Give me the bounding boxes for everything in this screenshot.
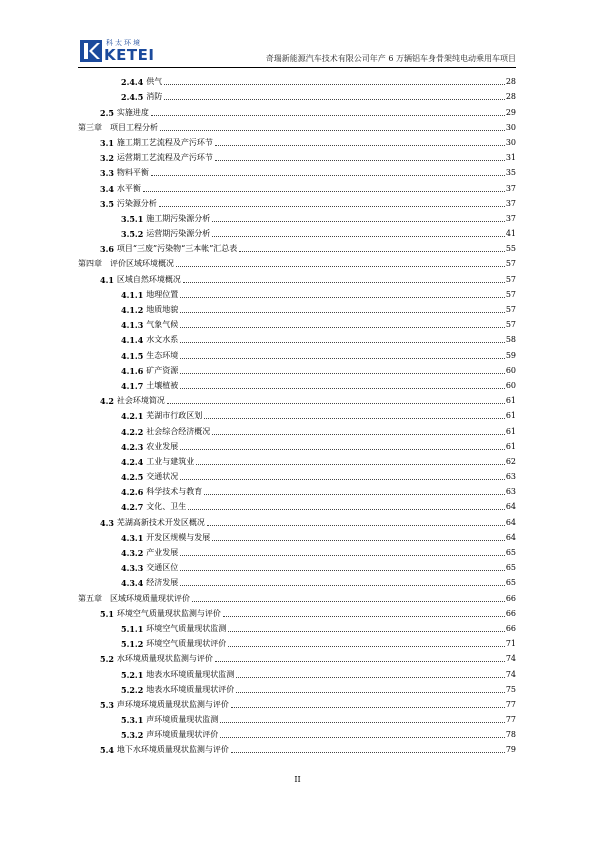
toc-entry[interactable]: [78, 695, 516, 710]
toc-entry-page: 66: [505, 608, 516, 618]
toc-entry-title: 社会环境简况: [116, 396, 165, 406]
toc-entry[interactable]: [78, 178, 516, 193]
toc-entry-page: 64: [505, 517, 516, 527]
toc-entry[interactable]: [78, 482, 516, 497]
toc-entry-title: 施工期工艺流程及产污环节: [116, 137, 213, 147]
toc-entry[interactable]: [78, 497, 516, 512]
toc-entry[interactable]: [78, 634, 516, 649]
toc-entry[interactable]: [78, 148, 516, 163]
toc-entry[interactable]: [78, 558, 516, 573]
toc-entry-title: 地表水环境质量现状评价: [146, 684, 235, 694]
toc-entry-title: 区域环境质量现状评价: [110, 593, 190, 603]
toc-entry-page: 58: [505, 335, 516, 345]
toc-leader-dots: [160, 130, 505, 131]
toc-entry-page: 28: [505, 77, 516, 87]
toc-entry-title: 气象气候: [146, 320, 179, 330]
toc-entry[interactable]: [78, 376, 516, 391]
toc-leader-dots: [212, 434, 505, 435]
toc-entry[interactable]: [78, 330, 516, 345]
toc-entry-title: 土壤植被: [146, 380, 179, 390]
toc-entry-title: 环境空气质量现状评价: [146, 639, 227, 649]
toc-leader-dots: [192, 601, 505, 602]
toc-entry-page: 57: [505, 305, 516, 314]
toc-entry[interactable]: [78, 452, 516, 467]
toc-entry-number: 5.2.2: [121, 684, 144, 695]
toc-entry-title: 社会综合经济概况: [146, 426, 211, 436]
toc-leader-dots: [236, 677, 505, 678]
toc-entry[interactable]: [78, 528, 516, 543]
toc-leader-dots: [151, 115, 505, 116]
toc-entry[interactable]: [78, 133, 516, 148]
toc-entry-title: 实施进度: [116, 107, 149, 117]
toc-entry-page: 37: [505, 183, 516, 193]
toc-entry-page: 62: [505, 456, 516, 466]
toc-entry-number: 4.2.1: [121, 411, 144, 422]
toc-entry-page: 79: [505, 745, 516, 755]
toc-entry-title: 生态环境: [146, 350, 179, 360]
toc-entry[interactable]: [78, 269, 516, 284]
toc-entry[interactable]: [78, 725, 516, 740]
toc-entry-title: 水环境质量现状监测与评价: [116, 654, 213, 664]
document-title: 奇瑞新能源汽车技术有限公司年产 6 万辆铝车身骨架纯电动乘用车项目: [265, 54, 516, 63]
toc-leader-dots: [176, 266, 505, 267]
toc-leader-dots: [196, 464, 505, 465]
logo-english-name: KETEI: [104, 46, 155, 64]
toc-entry[interactable]: [78, 118, 516, 133]
toc-leader-dots: [188, 509, 505, 510]
toc-entry-title: 工业与建筑业: [146, 456, 195, 466]
toc-entry-title: 地下水环境质量现状监测与评价: [116, 745, 229, 755]
toc-leader-dots: [180, 555, 505, 556]
toc-entry-page: 55: [505, 244, 516, 254]
toc-entry-title: 开发区规模与发展: [146, 532, 211, 542]
toc-entry-page: 57: [505, 320, 516, 330]
toc-entry[interactable]: [78, 345, 516, 360]
toc-entry-number: 4.1.3: [121, 320, 144, 331]
toc-entry-page: 31: [505, 153, 516, 163]
toc-entry-title: 消防: [146, 92, 163, 102]
toc-entry-number: 4.2.6: [121, 487, 144, 498]
toc-entry-title: 项目“三废”污染物“三本帐”汇总表: [116, 244, 238, 254]
toc-entry-page: 28: [505, 92, 516, 102]
toc-entry-page: 61: [505, 411, 516, 421]
toc-entry-number: 4.1.1: [121, 289, 144, 300]
toc-leader-dots: [180, 388, 505, 389]
toc-entry-page: 71: [505, 639, 516, 649]
toc-entry-number: 4.3.4: [121, 578, 144, 589]
toc-leader-dots: [215, 661, 505, 662]
toc-entry-title: 文化、卫生: [146, 502, 187, 512]
toc-entry[interactable]: [78, 406, 516, 421]
toc-entry-number: 3.3: [100, 168, 114, 179]
toc-entry-number: 5.4: [100, 745, 114, 756]
toc-entry-number: 4.3.3: [121, 563, 144, 574]
toc-entry[interactable]: [78, 254, 516, 269]
toc-entry-number: 4.3: [100, 517, 114, 528]
company-logo: [80, 38, 190, 64]
ketei-logo-icon: [80, 40, 102, 62]
toc-entry-number: 2.5: [100, 107, 114, 118]
toc-entry[interactable]: [78, 285, 516, 300]
toc-entry-page: 74: [505, 669, 516, 679]
toc-entry[interactable]: [78, 680, 516, 695]
toc-entry[interactable]: [78, 72, 516, 87]
toc-entry-page: 78: [505, 730, 516, 740]
toc-entry-title: 声环境环境质量现状监测与评价: [116, 699, 229, 709]
toc-leader-dots: [143, 191, 505, 192]
toc-leader-dots: [180, 327, 505, 328]
toc-entry-number: 5.1: [100, 608, 114, 619]
toc-leader-dots: [212, 236, 505, 237]
toc-entry-number: 5.3: [100, 699, 114, 710]
toc-entry-number: 2.4.4: [121, 77, 144, 88]
toc-leader-dots: [204, 494, 505, 495]
toc-entry-page: 57: [505, 274, 516, 284]
toc-leader-dots: [164, 99, 505, 100]
toc-leader-dots: [228, 646, 505, 647]
toc-entry[interactable]: [78, 604, 516, 619]
toc-entry[interactable]: [78, 710, 516, 725]
toc-entry-number: 5.2: [100, 654, 114, 665]
toc-entry-page: 75: [505, 684, 516, 694]
toc-entry[interactable]: [78, 740, 516, 755]
toc-leader-dots: [220, 737, 505, 738]
toc-entry-number: 第三章: [78, 122, 102, 132]
toc-leader-dots: [180, 312, 505, 313]
toc-entry-title: 环境空气质量现状监测: [146, 623, 227, 633]
toc-entry-page: 57: [505, 289, 516, 299]
toc-entry-page: 77: [505, 715, 516, 725]
toc-leader-dots: [231, 752, 505, 753]
toc-leader-dots: [180, 570, 505, 571]
table-of-contents: [78, 72, 516, 755]
toc-entry-number: 4.1.7: [121, 380, 144, 391]
toc-entry-page: 29: [505, 107, 516, 117]
toc-entry-number: 4.2: [100, 396, 114, 407]
toc-entry-title: 评价区域环境概况: [110, 259, 174, 269]
toc-entry-title: 环境空气质量现状监测与评价: [116, 608, 221, 618]
toc-entry-title: 芜湖高新技术开发区概况: [116, 517, 205, 527]
toc-entry-title: 产业发展: [146, 548, 179, 557]
toc-entry-page: 60: [505, 365, 516, 375]
toc-entry-number: 3.4: [100, 183, 114, 194]
toc-entry[interactable]: [78, 361, 516, 376]
toc-entry[interactable]: [78, 573, 516, 588]
toc-leader-dots: [180, 373, 505, 374]
toc-entry[interactable]: [78, 300, 516, 315]
toc-entry-page: 74: [505, 654, 516, 664]
toc-entry-number: 4.1.2: [121, 305, 144, 315]
toc-entry[interactable]: [78, 421, 516, 436]
toc-entry[interactable]: [78, 588, 516, 603]
toc-entry[interactable]: [78, 467, 516, 482]
toc-entry[interactable]: [78, 163, 516, 178]
toc-entry[interactable]: [78, 512, 516, 527]
toc-leader-dots: [180, 585, 505, 586]
toc-entry-page: 60: [505, 380, 516, 390]
toc-entry[interactable]: [78, 209, 516, 224]
toc-entry[interactable]: [78, 543, 516, 558]
toc-entry-title: 交通状况: [146, 472, 179, 482]
toc-entry-title: 科学技术与教育: [146, 487, 203, 497]
toc-entry-number: 4.1.4: [121, 335, 144, 346]
toc-entry-title: 声环境质量现状评价: [146, 730, 219, 740]
toc-entry-number: 3.1: [100, 137, 114, 148]
toc-entry[interactable]: [78, 649, 516, 664]
toc-entry-number: 2.4.5: [121, 92, 144, 103]
toc-entry-title: 矿产资源: [146, 365, 179, 375]
toc-leader-dots: [204, 418, 505, 419]
logo-chinese-name: 科太环境: [106, 39, 142, 47]
toc-entry-number: 4.3.1: [121, 532, 144, 543]
toc-entry-title: 水文水系: [146, 335, 179, 345]
toc-entry[interactable]: [78, 664, 516, 679]
toc-entry-page: 37: [505, 198, 516, 208]
toc-leader-dots: [239, 251, 505, 252]
toc-entry-title: 经济发展: [146, 578, 179, 588]
toc-entry-title: 芜湖市行政区划: [146, 411, 203, 421]
toc-entry-number: 5.2.1: [121, 669, 144, 680]
toc-leader-dots: [215, 145, 505, 146]
toc-entry-page: 61: [505, 396, 516, 406]
toc-entry-page: 63: [505, 472, 516, 482]
toc-entry-page: 30: [505, 122, 516, 132]
toc-leader-dots: [183, 282, 505, 283]
toc-entry-title: 交通区位: [146, 563, 179, 573]
page-header: [78, 38, 516, 66]
toc-leader-dots: [215, 160, 505, 161]
header-divider: [78, 67, 516, 68]
toc-entry-number: 4.3.2: [121, 548, 144, 558]
toc-leader-dots: [220, 722, 505, 723]
toc-leader-dots: [180, 342, 505, 343]
toc-entry-number: 3.6: [100, 244, 114, 255]
toc-entry[interactable]: [78, 619, 516, 634]
toc-entry-title: 水平衡: [116, 183, 141, 193]
toc-leader-dots: [212, 221, 505, 222]
toc-entry-page: 30: [505, 137, 516, 147]
toc-entry-number: 3.5.2: [121, 229, 144, 240]
toc-entry-title: 农业发展: [146, 441, 179, 451]
toc-entry-number: 4.2.5: [121, 472, 144, 483]
toc-entry-title: 运营期工艺流程及产污环节: [116, 153, 213, 163]
toc-entry-number: 4.1: [100, 274, 114, 285]
toc-entry-number: 5.3.2: [121, 730, 144, 741]
toc-entry-page: 41: [505, 229, 516, 239]
toc-entry-page: 61: [505, 441, 516, 451]
toc-entry-page: 65: [505, 548, 516, 557]
toc-entry-page: 35: [505, 168, 516, 178]
toc-entry[interactable]: [78, 224, 516, 239]
toc-leader-dots: [180, 358, 505, 359]
toc-entry-title: 地理位置: [146, 289, 179, 299]
toc-leader-dots: [236, 692, 505, 693]
toc-entry-title: 污染源分析: [116, 198, 157, 208]
toc-entry-title: 供气: [146, 77, 163, 87]
toc-entry-page: 59: [505, 350, 516, 360]
toc-entry-title: 地表水环境质量现状监测: [146, 669, 235, 679]
toc-entry-page: 37: [505, 213, 516, 223]
toc-leader-dots: [223, 616, 505, 617]
toc-entry[interactable]: [78, 87, 516, 102]
toc-entry-page: 61: [505, 426, 516, 436]
toc-leader-dots: [159, 206, 505, 207]
toc-entry[interactable]: [78, 239, 516, 254]
toc-entry-title: 声环境质量现状监测: [146, 715, 219, 725]
toc-entry-number: 4.1.5: [121, 350, 144, 361]
toc-entry-number: 3.5.1: [121, 213, 144, 224]
toc-entry-page: 57: [505, 259, 516, 269]
toc-entry-page: 65: [505, 563, 516, 573]
toc-leader-dots: [207, 525, 505, 526]
toc-entry-title: 运营期污染源分析: [146, 229, 211, 239]
toc-entry[interactable]: [78, 194, 516, 209]
toc-entry-page: 66: [505, 593, 516, 603]
toc-leader-dots: [180, 297, 505, 298]
toc-entry-number: 3.2: [100, 153, 114, 164]
toc-leader-dots: [180, 449, 505, 450]
toc-entry-number: 4.2.2: [121, 426, 144, 437]
toc-entry[interactable]: [78, 391, 516, 406]
toc-entry-page: 64: [505, 502, 516, 512]
toc-entry-title: 项目工程分析: [110, 122, 158, 132]
toc-entry-number: 第四章: [78, 259, 102, 269]
toc-entry-number: 5.1.1: [121, 623, 144, 634]
toc-entry-number: 3.5: [100, 198, 114, 209]
toc-entry-page: 66: [505, 623, 516, 633]
toc-entry-page: 65: [505, 578, 516, 588]
toc-leader-dots: [231, 707, 505, 708]
toc-entry-number: 5.3.1: [121, 715, 144, 726]
toc-leader-dots: [212, 540, 505, 541]
toc-entry-number: 5.1.2: [121, 639, 144, 650]
toc-entry-page: 64: [505, 532, 516, 542]
toc-entry-number: 4.1.6: [121, 365, 144, 376]
page-number: II: [294, 775, 301, 784]
toc-leader-dots: [164, 84, 505, 85]
toc-entry-number: 第五章: [78, 593, 102, 603]
toc-entry-page: 63: [505, 487, 516, 497]
toc-entry-page: 77: [505, 699, 516, 709]
toc-entry-title: 区域自然环境概况: [116, 274, 181, 284]
toc-entry[interactable]: [78, 315, 516, 330]
toc-leader-dots: [228, 631, 505, 632]
toc-entry-title: 物料平衡: [116, 168, 149, 178]
toc-entry-title: 施工期污染源分析: [146, 213, 211, 223]
toc-leader-dots: [180, 479, 505, 480]
toc-leader-dots: [167, 403, 505, 404]
toc-entry-number: 4.2.7: [121, 502, 144, 513]
toc-entry[interactable]: [78, 102, 516, 117]
toc-entry-number: 4.2.3: [121, 441, 144, 452]
toc-entry[interactable]: [78, 437, 516, 452]
toc-leader-dots: [151, 175, 505, 176]
toc-entry-title: 地质地貌: [146, 305, 179, 314]
toc-entry-number: 4.2.4: [121, 456, 144, 467]
